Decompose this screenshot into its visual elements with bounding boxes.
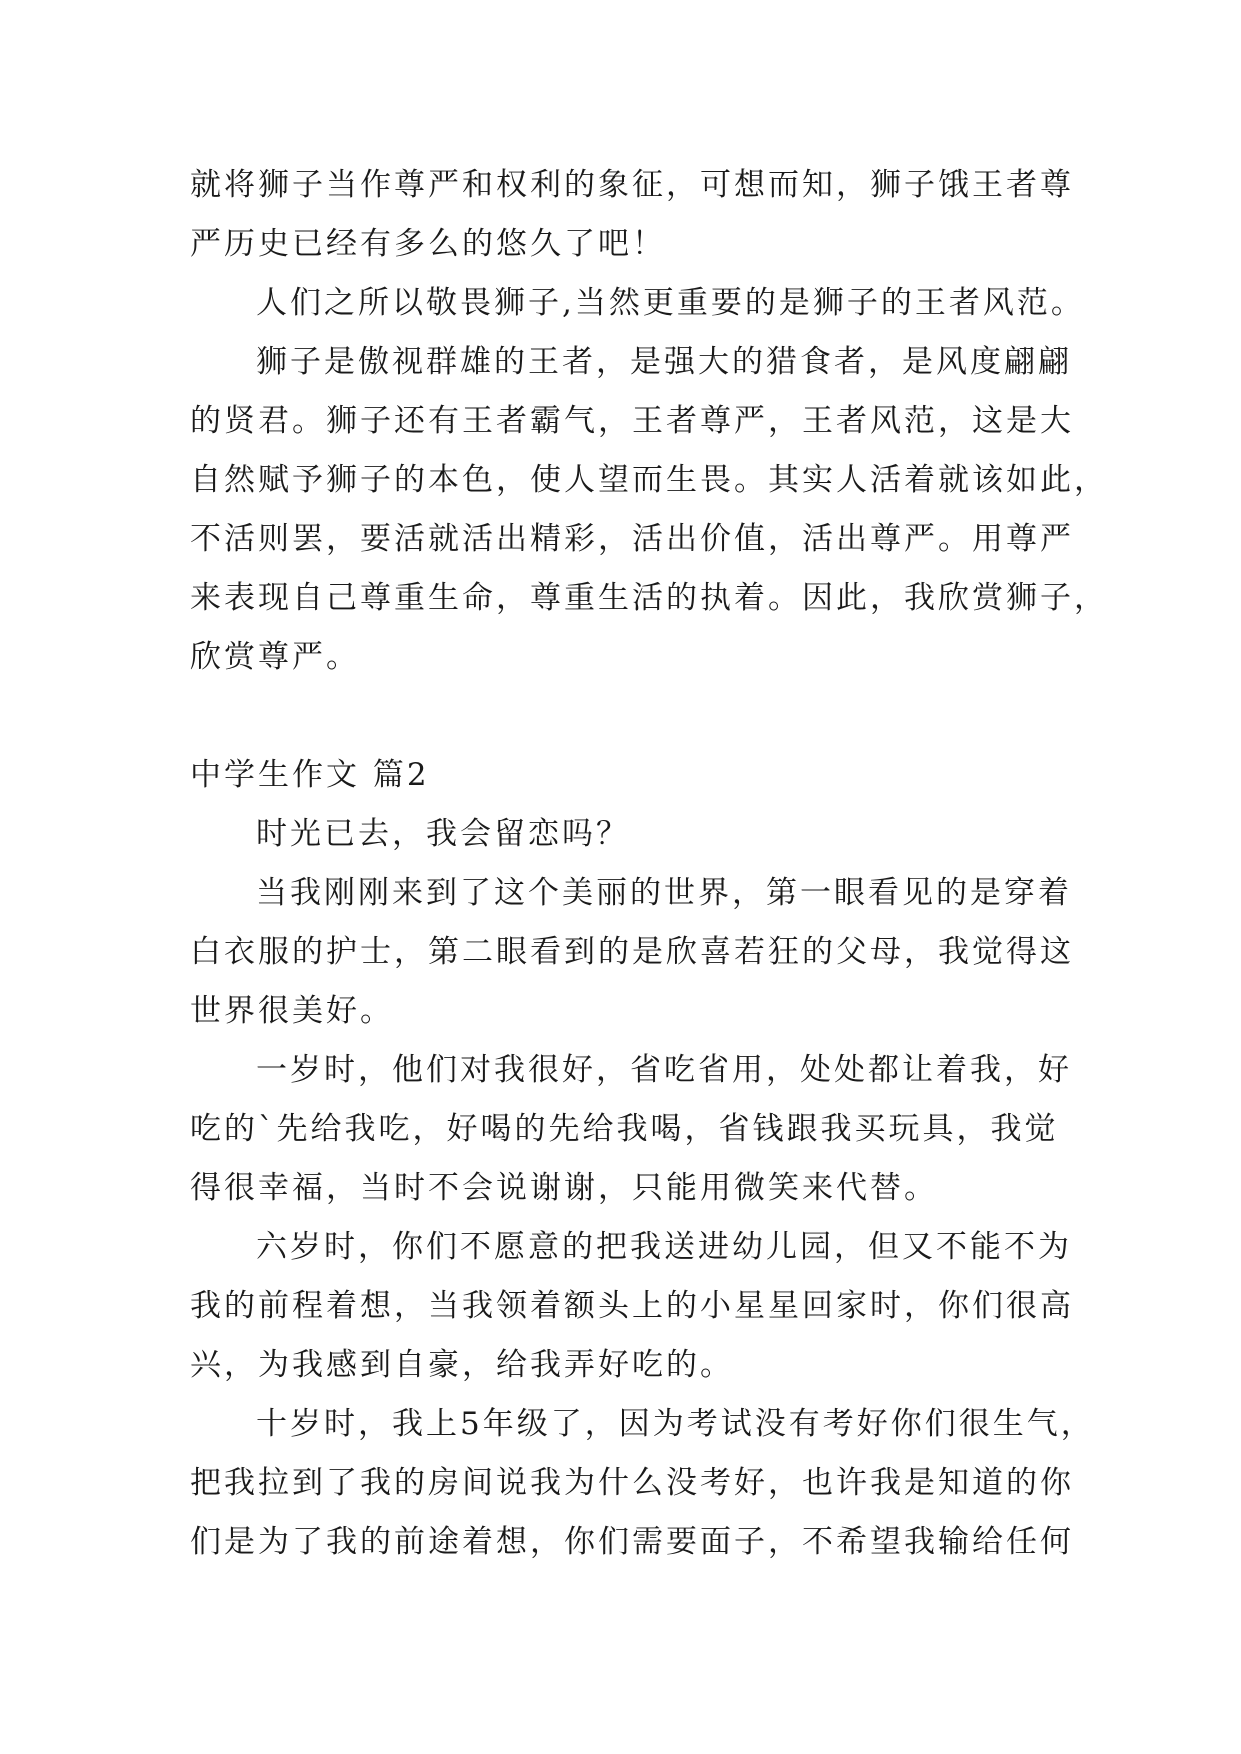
paragraph-line: 就将狮子当作尊严和权利的象征，可想而知，狮子饿王者尊: [190, 167, 1074, 203]
paragraph-line: 欣赏尊严。: [190, 639, 360, 675]
paragraph-line: 一岁时，他们对我很好，省吃省用，处处都让着我，好: [256, 1052, 1072, 1088]
paragraph-line: 兴，为我感到自豪，给我弄好吃的。: [190, 1347, 734, 1383]
paragraph-line: 的贤君。狮子还有王者霸气，王者尊严，王者风范，这是大: [190, 403, 1074, 439]
paragraph-line: 世界很美好。: [190, 993, 394, 1029]
paragraph-line: 自然赋予狮子的本色，使人望而生畏。其实人活着就该如此，: [190, 462, 1108, 498]
paragraph-line: 来表现自己尊重生命，尊重生活的执着。因此，我欣赏狮子，: [190, 580, 1108, 616]
section-heading: 中学生作文 篇2: [190, 757, 430, 793]
paragraph-line: 人们之所以敬畏狮子,当然更重要的是狮子的王者风范。: [256, 285, 1085, 321]
paragraph-line: 我的前程着想，当我领着额头上的小星星回家时，你们很高: [190, 1288, 1074, 1324]
paragraph-line: 当我刚刚来到了这个美丽的世界，第一眼看见的是穿着: [256, 875, 1072, 911]
paragraph-line: 们是为了我的前途着想，你们需要面子，不希望我输给任何: [190, 1524, 1074, 1560]
paragraph-line: 狮子是傲视群雄的王者，是强大的猎食者，是风度翩翩: [256, 344, 1072, 380]
paragraph-line: 六岁时，你们不愿意的把我送进幼儿园，但又不能不为: [256, 1229, 1072, 1265]
paragraph-line: 十岁时，我上5年级了，因为考试没有考好你们很生气，: [256, 1406, 1095, 1442]
paragraph-line: 时光已去，我会留恋吗？: [256, 816, 630, 852]
paragraph-line: 吃的`先给我吃，好喝的先给我喝，省钱跟我买玩具，我觉: [190, 1111, 1059, 1147]
paragraph-line: 不活则罢，要活就活出精彩，活出价值，活出尊严。用尊严: [190, 521, 1074, 557]
paragraph-line: 白衣服的护士，第二眼看到的是欣喜若狂的父母，我觉得这: [190, 934, 1074, 970]
paragraph-line: 把我拉到了我的房间说我为什么没考好，也许我是知道的你: [190, 1465, 1074, 1501]
paragraph-line: 得很幸福，当时不会说谢谢，只能用微笑来代替。: [190, 1170, 938, 1206]
paragraph-line: 严历史已经有多么的悠久了吧！: [190, 226, 666, 262]
